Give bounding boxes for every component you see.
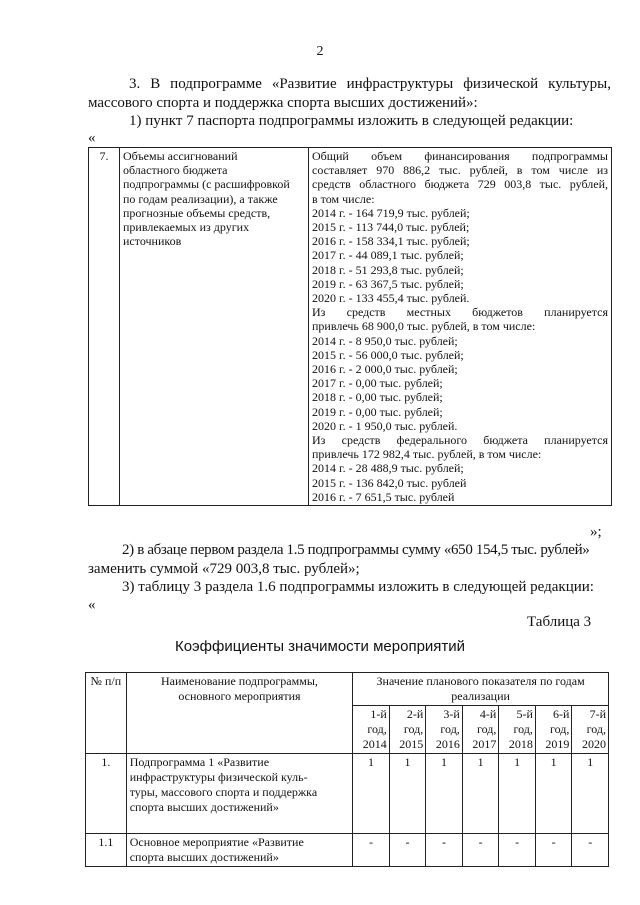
- financing-line: 2017 г. - 44 089,1 тыс. рублей;: [312, 248, 464, 263]
- header-name-line: основного мероприятия: [178, 689, 301, 703]
- year-header-year: 2018: [508, 737, 533, 751]
- row-value: -: [462, 834, 499, 867]
- year-header-year: 2014: [362, 737, 387, 751]
- row-value: -: [426, 834, 463, 867]
- row-value: -: [499, 834, 536, 867]
- year-header-year: 2017: [472, 737, 497, 751]
- row-name: [126, 834, 353, 867]
- header-values: [353, 673, 609, 706]
- financing-line: 2018 г. - 0,00 тыс. рублей;: [312, 390, 443, 405]
- row-name-line: спорта высших достижений»: [129, 850, 279, 864]
- passport-row-number: 7.: [89, 148, 120, 506]
- financing-line: 2018 г. - 51 293,8 тыс. рублей;: [312, 262, 464, 277]
- table3-label: Таблица 3: [527, 614, 592, 630]
- financing-line: 2015 г. - 136 842,0 тыс. рублей: [312, 475, 467, 490]
- row-number: 1.1: [86, 834, 127, 867]
- row-name-line: спорта высших достижений»: [129, 800, 279, 814]
- financing-line: 2016 г. - 158 334,1 тыс. рублей;: [312, 234, 470, 249]
- year-header: [426, 706, 463, 754]
- year-header-ord: 7-й: [589, 707, 606, 721]
- passport-row-financing: [309, 148, 612, 506]
- year-header: [462, 706, 499, 754]
- table3-header-row: [86, 673, 609, 706]
- year-header: [389, 706, 426, 754]
- row-value: 1: [353, 754, 390, 834]
- passport-name-line: привлекаемых из других: [123, 220, 250, 235]
- row-name: [126, 754, 353, 834]
- row-number: 1.: [86, 754, 127, 834]
- year-header-year: 2020: [582, 737, 606, 751]
- financing-line: 2019 г. - 63 367,5 тыс. рублей;: [312, 276, 464, 291]
- para2-line2: заменить суммой «729 003,8 тыс. рублей»;: [88, 561, 360, 577]
- header-name: [126, 673, 353, 754]
- row-value: -: [389, 834, 426, 867]
- header-num: № п/п: [86, 673, 127, 754]
- row-name-line: Основное мероприятие «Развитие: [129, 835, 304, 849]
- year-header-god: год,: [513, 722, 533, 736]
- financing-line: 2014 г. - 164 719,9 тыс. рублей;: [312, 205, 470, 220]
- para1-line2: массового спорта и поддержка спорта высших достижений»:: [88, 95, 478, 111]
- header-values-line: Значение планового показателя по годам: [376, 674, 585, 688]
- close-quote: »;: [590, 524, 602, 540]
- year-header-ord: 5-й: [516, 707, 533, 721]
- row-name-line: Подпрограмма 1 «Развитие: [129, 755, 270, 769]
- year-header-ord: 3-й: [443, 707, 460, 721]
- passport-row-name: [120, 148, 309, 506]
- financing-line: Из средств местных бюджетов планируется: [312, 305, 608, 320]
- open-quote-1: «: [88, 130, 96, 146]
- year-header-year: 2016: [435, 737, 460, 751]
- row-value: 1: [572, 754, 609, 834]
- row-value: 1: [535, 754, 572, 834]
- passport-table: [88, 147, 612, 506]
- year-header: [499, 706, 536, 754]
- year-header-god: год,: [550, 722, 570, 736]
- financing-line: 2015 г. - 56 000,0 тыс. рублей;: [312, 347, 464, 362]
- passport-name-line: Объемы ассигнований: [123, 149, 238, 163]
- row-value: -: [572, 834, 609, 867]
- year-header-year: 2015: [399, 737, 424, 751]
- financing-line: привлечь 68 900,0 тыс. рублей, в том числе:: [312, 319, 536, 334]
- passport-name-line: областного бюджета: [123, 163, 228, 178]
- row-name-line: туры, массового спорта и поддержка: [129, 785, 318, 799]
- financing-line: средств областного бюджета 729 003,8 тыс. рублей,: [312, 177, 608, 192]
- year-header-god: год,: [403, 722, 424, 736]
- para2-line1: 2) в абзаце первом раздела 1.5 подпрограммы сумму «650 154,5 тыс. рублей»: [122, 542, 590, 558]
- financing-line: 2016 г. - 7 651,5 тыс. рублей: [312, 489, 455, 504]
- financing-line: 2017 г. - 0,00 тыс. рублей;: [312, 376, 443, 391]
- year-header-ord: 4-й: [479, 707, 497, 721]
- financing-line: 2020 г. - 133 455,4 тыс. рублей.: [312, 291, 470, 306]
- table3: [85, 672, 609, 867]
- financing-line: 2014 г. - 28 488,9 тыс. рублей;: [312, 461, 464, 476]
- financing-line: привлечь 172 982,4 тыс. рублей, в том числе:: [312, 447, 542, 462]
- passport-name-line: по годам реализации), а также: [123, 191, 278, 206]
- financing-line: в том числе:: [312, 191, 375, 206]
- financing-line: Общий объем финансирования подпрограммы: [312, 149, 608, 163]
- open-quote-2: «: [88, 597, 96, 613]
- financing-line: составляет 970 886,2 тыс. рублей, в том числе из: [312, 163, 608, 178]
- table3-row: [86, 754, 609, 834]
- passport-name-line: источников: [123, 234, 182, 249]
- year-header-god: год,: [440, 722, 460, 736]
- year-header-ord: 1-й: [370, 707, 387, 721]
- header-name-line: Наименование подпрограммы,: [161, 674, 318, 688]
- financing-line: 2016 г. - 2 000,0 тыс. рублей;: [312, 362, 458, 377]
- row-value: -: [353, 834, 390, 867]
- passport-name-line: подпрограммы (с расшифровкой: [123, 177, 290, 192]
- year-header-ord: 6-й: [552, 707, 570, 721]
- row-value: 1: [426, 754, 463, 834]
- financing-line: 2019 г. - 0,00 тыс. рублей;: [312, 404, 443, 419]
- header-values-line: реализации: [451, 689, 510, 703]
- passport-name-line: прогнозные объемы средств,: [123, 205, 271, 220]
- para1-line3: 1) пункт 7 паспорта подпрограммы изложить в следующей редакции:: [129, 113, 574, 129]
- year-header-god: год,: [367, 722, 387, 736]
- row-value: -: [535, 834, 572, 867]
- year-header-year: 2019: [545, 737, 570, 751]
- financing-line: Из средств федерального бюджета планируется: [312, 433, 608, 448]
- year-header: [353, 706, 390, 754]
- financing-line: 2014 г. - 8 950,0 тыс. рублей;: [312, 333, 458, 348]
- row-name-line: инфраструктуры физической куль-: [129, 770, 308, 784]
- passport-row-7: [89, 148, 612, 506]
- para1-line1: 3. В подпрограмме «Развитие инфраструктуры физической культуры,: [129, 76, 611, 92]
- page-number: 2: [316, 44, 324, 59]
- year-header-ord: 2-й: [406, 707, 424, 721]
- year-header-god: год,: [476, 722, 497, 736]
- table3-row: [86, 834, 609, 867]
- row-value: 1: [462, 754, 499, 834]
- financing-line: 2015 г. - 113 744,0 тыс. рублей;: [312, 220, 470, 235]
- para2-line3: 3) таблицу 3 раздела 1.6 подпрограммы изложить в следующей редакции:: [122, 579, 594, 595]
- table3-title: Коэффициенты значимости мероприятий: [174, 638, 466, 655]
- year-header-god: год,: [586, 722, 606, 736]
- row-value: 1: [389, 754, 426, 834]
- row-value: 1: [499, 754, 536, 834]
- year-header: [535, 706, 572, 754]
- financing-line: 2020 г. - 1 950,0 тыс. рублей.: [312, 418, 458, 433]
- year-header: [572, 706, 609, 754]
